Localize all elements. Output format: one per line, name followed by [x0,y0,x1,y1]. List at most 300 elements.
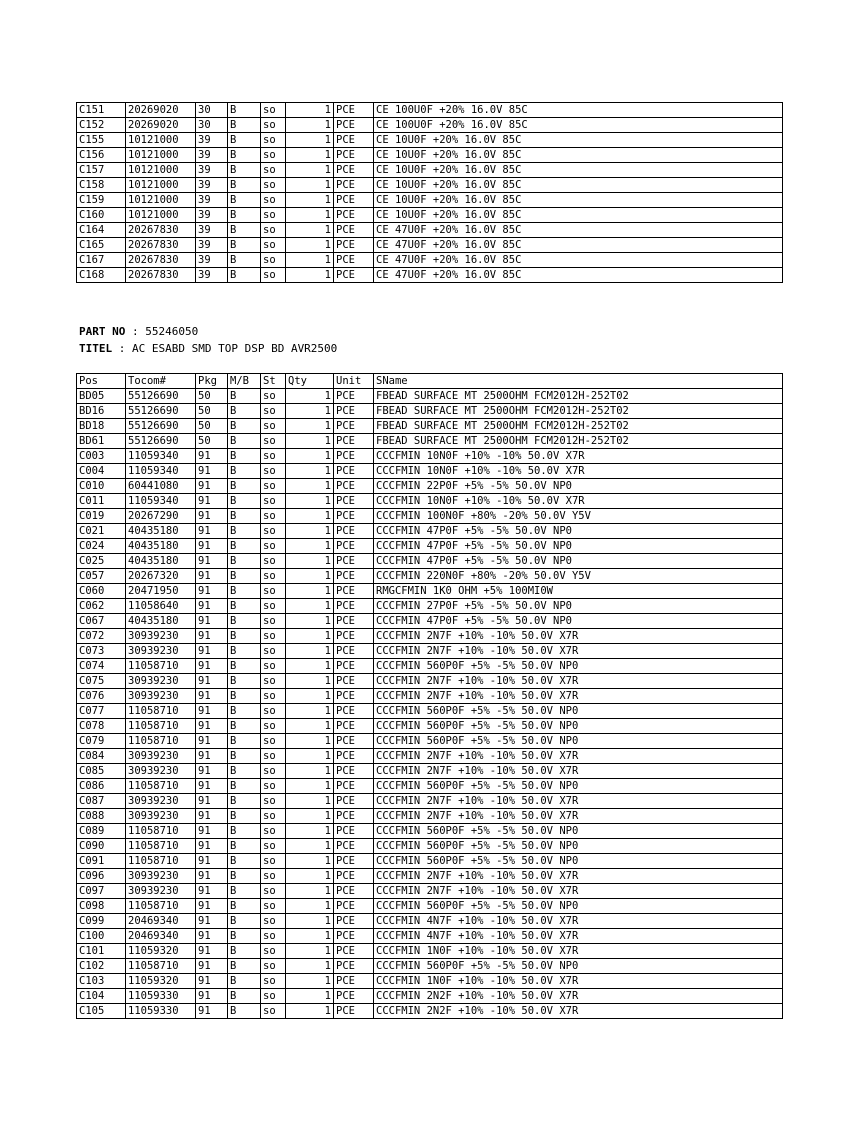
cell-unit: PCE [334,569,374,584]
cell-sname: CE 100U0F +20% 16.0V 85C [374,118,783,133]
table-row [77,118,783,133]
cell-pkg: 91 [196,689,228,704]
cell-qty: 1 [286,839,334,854]
cell-pos: C019 [77,509,126,524]
cell-pos: C057 [77,569,126,584]
cell-pkg: 91 [196,704,228,719]
cell-st: so [261,1004,286,1019]
cell-sname: CCCFMIN 2N7F +10% -10% 50.0V X7R [374,749,783,764]
cell-qty: 1 [286,959,334,974]
cell-sname: FBEAD SURFACE MT 2500OHM FCM2012H-252T02 [374,434,783,449]
cell-sname: CCCFMIN 2N2F +10% -10% 50.0V X7R [374,1004,783,1019]
cell-qty: 1 [286,449,334,464]
cell-st: so [261,734,286,749]
table-row [77,584,783,599]
cell-unit: PCE [334,419,374,434]
cell-sname: CCCFMIN 2N7F +10% -10% 50.0V X7R [374,869,783,884]
cell-pkg: 91 [196,884,228,899]
cell-qty: 1 [286,539,334,554]
cell-mb: B [228,884,261,899]
cell-pos: C067 [77,614,126,629]
table-row [77,839,783,854]
cell-pkg: 39 [196,163,228,178]
cell-tocom: 55126690 [126,404,196,419]
cell-sname: CCCFMIN 2N7F +10% -10% 50.0V X7R [374,629,783,644]
table-row [77,419,783,434]
cell-pkg: 39 [196,208,228,223]
cell-pkg: 91 [196,614,228,629]
cell-sname: CCCFMIN 1N0F +10% -10% 50.0V X7R [374,944,783,959]
cell-tocom: 11059330 [126,989,196,1004]
cell-sname: FBEAD SURFACE MT 2500OHM FCM2012H-252T02 [374,419,783,434]
cell-tocom: 20469340 [126,929,196,944]
table-row [77,929,783,944]
table-row [77,689,783,704]
cell-unit: PCE [334,899,374,914]
cell-pkg: 39 [196,178,228,193]
cell-pos: C025 [77,554,126,569]
cell-pos: C097 [77,884,126,899]
cell-qty: 1 [286,689,334,704]
cell-pos: C090 [77,839,126,854]
cell-st: so [261,404,286,419]
cell-pkg: 91 [196,554,228,569]
cell-st: so [261,238,286,253]
cell-pkg: 39 [196,268,228,283]
cell-sname: CCCFMIN 47P0F +5% -5% 50.0V NP0 [374,524,783,539]
title-separator: : [118,342,126,355]
cell-tocom: 11058710 [126,704,196,719]
cell-st: so [261,764,286,779]
cell-pos: C089 [77,824,126,839]
cell-pkg: 30 [196,118,228,133]
cell-sname: CCCFMIN 2N7F +10% -10% 50.0V X7R [374,644,783,659]
cell-unit: PCE [334,539,374,554]
cell-mb: B [228,554,261,569]
cell-unit: PCE [334,959,374,974]
cell-st: so [261,208,286,223]
cell-tocom: 30939230 [126,689,196,704]
cell-pos: C152 [77,118,126,133]
cell-pos: C157 [77,163,126,178]
cell-sname: CCCFMIN 47P0F +5% -5% 50.0V NP0 [374,539,783,554]
cell-mb: B [228,614,261,629]
cell-st: so [261,539,286,554]
cell-pkg: 91 [196,569,228,584]
cell-qty: 1 [286,599,334,614]
cell-sname: CCCFMIN 560P0F +5% -5% 50.0V NP0 [374,959,783,974]
cell-pkg: 39 [196,223,228,238]
cell-mb: B [228,944,261,959]
cell-st: so [261,509,286,524]
table-row [77,524,783,539]
cell-pkg: 91 [196,944,228,959]
cell-unit: PCE [334,268,374,283]
cell-qty: 1 [286,629,334,644]
cell-sname: RMGCFMIN 1K0 OHM +5% 100MI0W [374,584,783,599]
cell-st: so [261,148,286,163]
cell-tocom: 10121000 [126,193,196,208]
cell-pos: C074 [77,659,126,674]
cell-mb: B [228,599,261,614]
cell-unit: PCE [334,1004,374,1019]
cell-sname: CE 47U0F +20% 16.0V 85C [374,223,783,238]
cell-pkg: 91 [196,584,228,599]
table-row [77,794,783,809]
cell-mb: B [228,854,261,869]
table-row [77,434,783,449]
cell-unit: PCE [334,449,374,464]
cell-qty: 1 [286,929,334,944]
cell-sname: CCCFMIN 560P0F +5% -5% 50.0V NP0 [374,734,783,749]
cell-st: so [261,494,286,509]
cell-sname: CCCFMIN 1N0F +10% -10% 50.0V X7R [374,974,783,989]
cell-pkg: 50 [196,434,228,449]
table-row [77,178,783,193]
title-label: TITEL [79,342,113,355]
cell-qty: 1 [286,644,334,659]
cell-unit: PCE [334,163,374,178]
cell-sname: CCCFMIN 560P0F +5% -5% 50.0V NP0 [374,839,783,854]
cell-st: so [261,824,286,839]
cell-pos: C164 [77,223,126,238]
cell-st: so [261,929,286,944]
cell-tocom: 11058710 [126,839,196,854]
table-row [77,704,783,719]
cell-pos: C160 [77,208,126,223]
cell-pkg: 39 [196,238,228,253]
cell-pkg: 30 [196,103,228,118]
cell-sname: CCCFMIN 2N7F +10% -10% 50.0V X7R [374,794,783,809]
cell-qty: 1 [286,719,334,734]
cell-qty: 1 [286,133,334,148]
cell-tocom: 30939230 [126,629,196,644]
cell-mb: B [228,644,261,659]
cell-pkg: 39 [196,253,228,268]
parts-table-body [77,389,783,1019]
cell-qty: 1 [286,223,334,238]
cell-st: so [261,854,286,869]
cell-unit: PCE [334,148,374,163]
header-unit: Unit [334,374,374,389]
table-row [77,193,783,208]
cell-mb: B [228,584,261,599]
cell-pos: C159 [77,193,126,208]
cell-pkg: 91 [196,764,228,779]
table-row [77,133,783,148]
cell-pkg: 91 [196,899,228,914]
header-pkg: Pkg [196,374,228,389]
cell-pkg: 91 [196,674,228,689]
cell-sname: CCCFMIN 47P0F +5% -5% 50.0V NP0 [374,554,783,569]
cell-tocom: 11059320 [126,974,196,989]
cell-st: so [261,268,286,283]
cell-st: so [261,253,286,268]
cell-pkg: 91 [196,734,228,749]
cell-st: so [261,103,286,118]
table-row [77,824,783,839]
cell-qty: 1 [286,419,334,434]
cell-pos: C079 [77,734,126,749]
cell-pos: C088 [77,809,126,824]
cell-mb: B [228,494,261,509]
cell-unit: PCE [334,524,374,539]
cell-mb: B [228,779,261,794]
cell-mb: B [228,989,261,1004]
cell-tocom: 11059330 [126,1004,196,1019]
cell-qty: 1 [286,614,334,629]
table-row [77,148,783,163]
cell-mb: B [228,869,261,884]
cell-st: so [261,133,286,148]
cell-qty: 1 [286,809,334,824]
cell-qty: 1 [286,494,334,509]
cell-tocom: 40435180 [126,524,196,539]
cell-unit: PCE [334,494,374,509]
cell-mb: B [228,824,261,839]
cell-sname: CCCFMIN 100N0F +80% -20% 50.0V Y5V [374,509,783,524]
cell-mb: B [228,178,261,193]
cell-qty: 1 [286,704,334,719]
cell-tocom: 11058710 [126,659,196,674]
cell-pos: C078 [77,719,126,734]
cell-st: so [261,869,286,884]
cell-pkg: 91 [196,959,228,974]
cell-unit: PCE [334,178,374,193]
cell-sname: CCCFMIN 47P0F +5% -5% 50.0V NP0 [374,614,783,629]
cell-st: so [261,674,286,689]
cell-pos: C096 [77,869,126,884]
cell-unit: PCE [334,794,374,809]
cell-sname: CE 10U0F +20% 16.0V 85C [374,163,783,178]
cell-tocom: 55126690 [126,434,196,449]
cell-pos: C004 [77,464,126,479]
cell-st: so [261,118,286,133]
table-row [77,629,783,644]
table-row [77,1004,783,1019]
cell-sname: CCCFMIN 27P0F +5% -5% 50.0V NP0 [374,599,783,614]
cell-st: so [261,614,286,629]
cell-tocom: 11059320 [126,944,196,959]
cell-pos: C156 [77,148,126,163]
cell-unit: PCE [334,809,374,824]
table-row [77,749,783,764]
cell-pos: C003 [77,449,126,464]
cell-tocom: 10121000 [126,163,196,178]
cell-pkg: 91 [196,479,228,494]
cell-unit: PCE [334,719,374,734]
header-st: St [261,374,286,389]
cell-sname: CCCFMIN 4N7F +10% -10% 50.0V X7R [374,929,783,944]
cell-tocom: 40435180 [126,614,196,629]
cell-unit: PCE [334,614,374,629]
cell-pos: C084 [77,749,126,764]
cell-st: so [261,223,286,238]
cell-qty: 1 [286,779,334,794]
part-number-value: 55246050 [145,325,199,338]
cell-qty: 1 [286,944,334,959]
cell-pkg: 91 [196,629,228,644]
cell-unit: PCE [334,854,374,869]
cell-unit: PCE [334,133,374,148]
cell-sname: CE 47U0F +20% 16.0V 85C [374,253,783,268]
cell-tocom: 55126690 [126,389,196,404]
cell-st: so [261,659,286,674]
cell-unit: PCE [334,599,374,614]
cell-sname: CCCFMIN 10N0F +10% -10% 50.0V X7R [374,449,783,464]
table-row [77,974,783,989]
table-row [77,268,783,283]
cell-mb: B [228,404,261,419]
cell-st: so [261,749,286,764]
cell-qty: 1 [286,734,334,749]
table-row [77,253,783,268]
cell-unit: PCE [334,629,374,644]
cell-mb: B [228,238,261,253]
table-row [77,103,783,118]
cell-tocom: 11058710 [126,779,196,794]
cell-mb: B [228,569,261,584]
table-row [77,674,783,689]
cell-st: so [261,584,286,599]
cell-pos: C060 [77,584,126,599]
cell-mb: B [228,208,261,223]
cell-unit: PCE [334,389,374,404]
cell-unit: PCE [334,193,374,208]
cell-tocom: 11059340 [126,494,196,509]
cell-st: so [261,599,286,614]
cell-qty: 1 [286,103,334,118]
cell-st: so [261,644,286,659]
cell-mb: B [228,929,261,944]
cell-qty: 1 [286,764,334,779]
cell-mb: B [228,449,261,464]
cell-sname: CCCFMIN 22P0F +5% -5% 50.0V NP0 [374,479,783,494]
cell-st: so [261,193,286,208]
cell-pos: BD16 [77,404,126,419]
cell-tocom: 30939230 [126,674,196,689]
cell-pos: C104 [77,989,126,1004]
cell-st: so [261,178,286,193]
cell-tocom: 11058710 [126,959,196,974]
table-row [77,659,783,674]
cell-pos: C010 [77,479,126,494]
cell-unit: PCE [334,914,374,929]
cell-qty: 1 [286,749,334,764]
table-row [77,494,783,509]
cell-tocom: 30939230 [126,884,196,899]
cell-mb: B [228,629,261,644]
table-row [77,779,783,794]
cell-unit: PCE [334,464,374,479]
cell-st: so [261,464,286,479]
cell-tocom: 20267830 [126,268,196,283]
cell-mb: B [228,253,261,268]
cell-st: so [261,989,286,1004]
cell-tocom: 30939230 [126,809,196,824]
table-row [77,539,783,554]
parts-table [76,373,783,1019]
cell-pos: C087 [77,794,126,809]
cell-sname: CCCFMIN 10N0F +10% -10% 50.0V X7R [374,494,783,509]
cell-qty: 1 [286,253,334,268]
table-row [77,914,783,929]
table-row [77,734,783,749]
cell-unit: PCE [334,434,374,449]
cell-pos: C100 [77,929,126,944]
cell-unit: PCE [334,989,374,1004]
table-row [77,163,783,178]
cell-st: so [261,794,286,809]
cell-tocom: 11058640 [126,599,196,614]
cell-tocom: 10121000 [126,133,196,148]
cell-pkg: 91 [196,1004,228,1019]
cell-mb: B [228,223,261,238]
cell-unit: PCE [334,944,374,959]
cell-sname: CCCFMIN 2N7F +10% -10% 50.0V X7R [374,689,783,704]
cell-pos: C165 [77,238,126,253]
table-row [77,644,783,659]
cell-pos: C073 [77,644,126,659]
cell-st: so [261,554,286,569]
cell-qty: 1 [286,148,334,163]
cell-qty: 1 [286,824,334,839]
cell-mb: B [228,163,261,178]
cell-tocom: 10121000 [126,148,196,163]
cell-mb: B [228,704,261,719]
table-row [77,809,783,824]
cell-tocom: 40435180 [126,539,196,554]
cell-pkg: 91 [196,824,228,839]
cell-mb: B [228,914,261,929]
cell-pos: C105 [77,1004,126,1019]
table-row [77,223,783,238]
cell-sname: CCCFMIN 2N7F +10% -10% 50.0V X7R [374,674,783,689]
cell-qty: 1 [286,208,334,223]
cell-pos: C158 [77,178,126,193]
table-row [77,719,783,734]
cell-pkg: 91 [196,659,228,674]
cell-tocom: 60441080 [126,479,196,494]
cell-tocom: 11059340 [126,449,196,464]
cell-st: so [261,389,286,404]
cell-mb: B [228,434,261,449]
cell-st: so [261,419,286,434]
cell-st: so [261,914,286,929]
cell-tocom: 30939230 [126,749,196,764]
cell-tocom: 20267830 [126,238,196,253]
cell-pos: C062 [77,599,126,614]
cell-st: so [261,569,286,584]
cell-pkg: 91 [196,599,228,614]
cell-pkg: 91 [196,494,228,509]
cell-pkg: 91 [196,794,228,809]
cell-tocom: 10121000 [126,208,196,223]
cell-unit: PCE [334,509,374,524]
cell-mb: B [228,659,261,674]
cell-mb: B [228,674,261,689]
cell-qty: 1 [286,1004,334,1019]
cell-qty: 1 [286,389,334,404]
cell-tocom: 11059340 [126,464,196,479]
cell-mb: B [228,794,261,809]
table-row [77,764,783,779]
cell-tocom: 30939230 [126,644,196,659]
cell-unit: PCE [334,554,374,569]
cell-pkg: 91 [196,449,228,464]
cell-sname: CCCFMIN 560P0F +5% -5% 50.0V NP0 [374,704,783,719]
cell-unit: PCE [334,764,374,779]
